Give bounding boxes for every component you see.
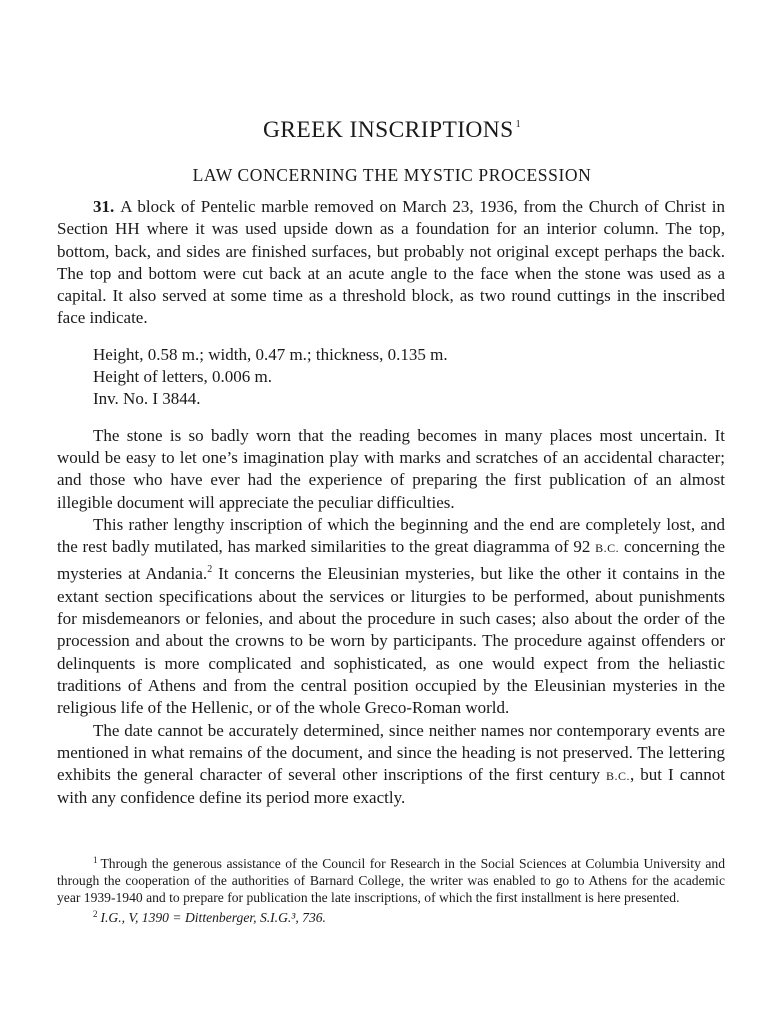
para3-text-b: concerning the mysteries at Andania. — [57, 537, 725, 584]
para3-footnote-mark: 2 — [207, 564, 213, 576]
para3-bc: B.C. — [595, 541, 620, 556]
section-subtitle: LAW CONCERNING THE MYSTIC PROCESSION — [192, 165, 592, 185]
title-text: GREEK INSCRIPTIONS — [262, 117, 514, 143]
para4-text-a: The date cannot be accurately determined, since neither names nor contemporary events are mentioned in what remains of the document, and since the heading is not preserved. The lettering exhibits the general character of several other inscriptions of the first century — [57, 720, 725, 785]
spec-dimensions: Height, 0.58 m.; width, 0.47 m.; thickness, 0.135 m. — [93, 344, 448, 364]
spec-inventory: Inv. No. I 3844. — [93, 389, 201, 409]
spec-letter-height: Height of letters, 0.006 m. — [93, 367, 272, 387]
footnote-1 — [57, 852, 725, 906]
footnotes — [57, 852, 725, 926]
entry-paragraph-1 — [57, 196, 725, 330]
para3-text-a: This rather lengthy inscription of which the beginning and the end are completely lost, and the rest badly mutilated, has marked similarities to the great diagramma of 92 — [57, 514, 725, 557]
footnote-1-mark: 1 — [93, 855, 98, 865]
footnote-1-text: Through the generous assistance of the Council for Research in the Social Sciences at Columbia University and through the cooperation of the authorities of Barnard College, the writer was enabled to go to Athens for the academic year 1939-1940 and to prepare for publication the late inscriptions, of which the first installment is here presented. — [57, 856, 725, 905]
para4-bc: B.C. — [605, 769, 630, 784]
entry-paragraph-3 — [57, 514, 725, 720]
entry-number: 31. — [93, 197, 115, 216]
specs-list — [93, 344, 725, 411]
footnote-2-mark: 2 — [93, 909, 98, 919]
page-title — [0, 110, 784, 145]
title-footnote-mark: 1 — [515, 119, 522, 130]
entry-paragraph-4 — [57, 720, 725, 810]
entry-paragraph-2: The stone is so badly worn that the reading becomes in many places most uncertain. It would be easy to let one’s imagination play with marks and scratches of an accidental character; and those who have ever had the experience of preparing the first publication of an almost illegible document will appreciate the peculiar difficulties. — [57, 425, 725, 512]
entry-paragraph-1-text: A block of Pentelic marble removed on March 23, 1936, from the Church of Christ in Section ΗΗ where it was used upside down as a foundation for an interior column. The top, bottom, back, and sides are finished surfaces, but probably not original except perhaps the back. The top and bottom were cut back at an acute angle to the face when the stone was used as a capital. It also served at some time as a threshold block, as two round cuttings in the inscribed face indicate. — [57, 197, 725, 328]
footnote-2 — [57, 906, 725, 926]
article-body — [57, 196, 725, 810]
footnote-2-text: I.G., V, 1390 = Dittenberger, S.I.G.³, 736. — [100, 910, 326, 925]
para4-text-b: , but I cannot with any confidence define its period more exactly. — [57, 765, 726, 808]
para3-text-c: It concerns the Eleusinian mysteries, but like the other it contains in the extant section specifications about the services or liturgies to be performed, about punishments for misdemeanors or felonies, and about the procedure in such cases; also about the order of the procession and about the crowns to be worn by participants. The procedure against offenders or delinquents is more complicated and sophisticated, as one would expect from the heliastic traditions of Athens and from the central position occupied by the Eleusinian mysteries in the religious life of the Hellenic, or of the whole Greco-Roman world. — [57, 564, 726, 718]
